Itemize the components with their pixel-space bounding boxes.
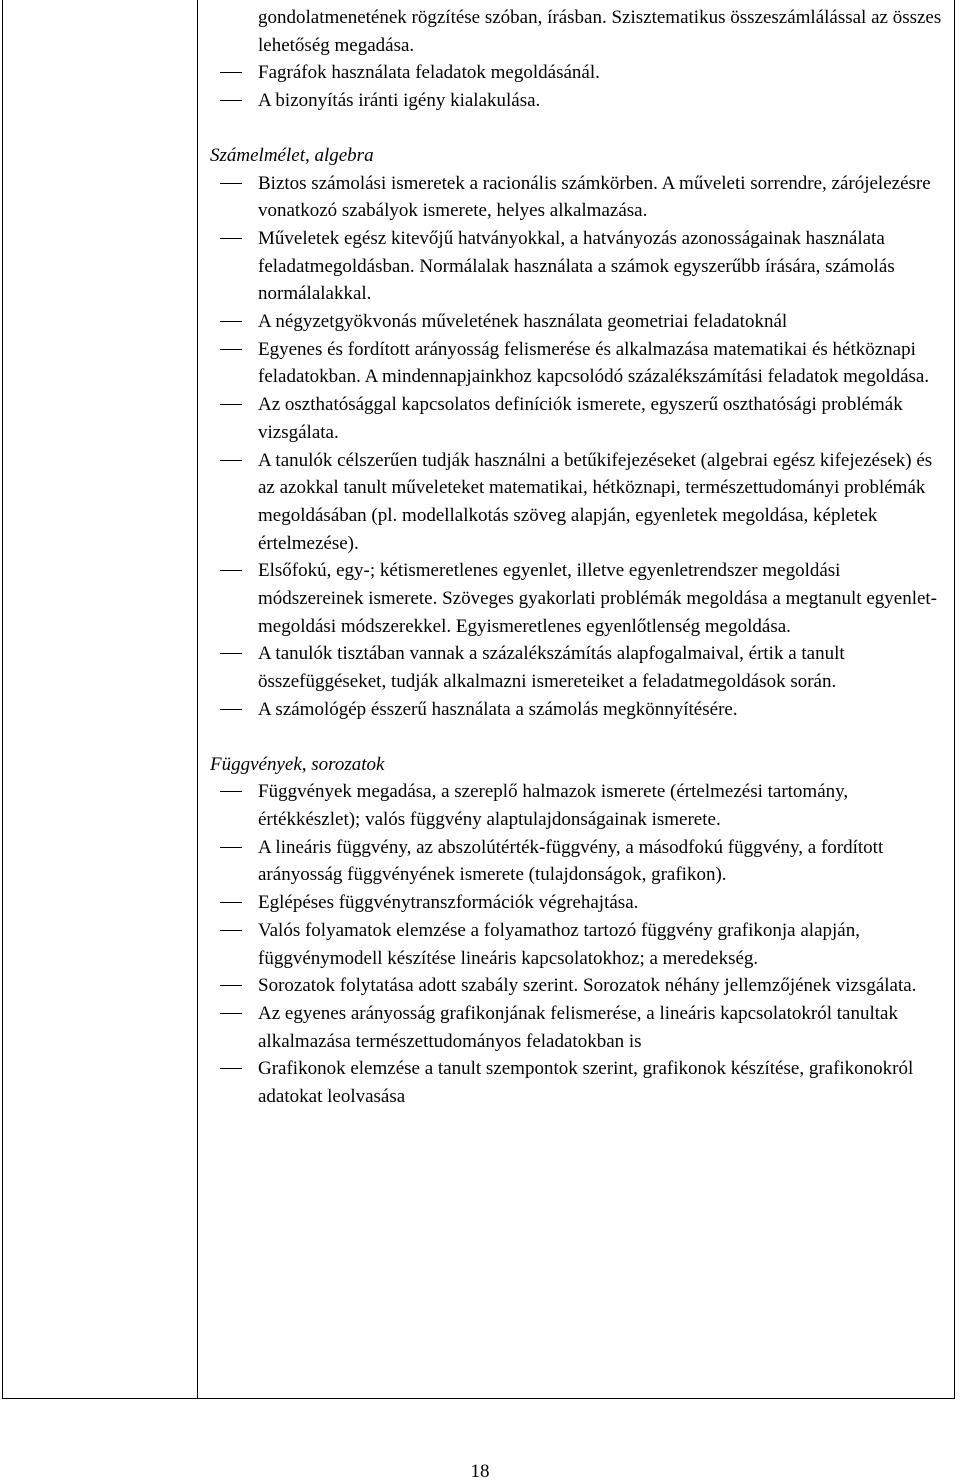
page-number: 18 [470, 1461, 490, 1482]
content-cell [210, 4, 945, 1111]
list-item-text: A négyzetgyökvonás műveletének használata geometriai feladatoknál [258, 311, 788, 333]
list-item [210, 170, 945, 225]
list-item-text: A tanulók tisztában vannak a százalékszámítás alapfogalmaival, értik a tanult összefüggéseket, tudják alkalmazni ismereteiket a feladatmegoldások során. [258, 643, 845, 693]
list-item [210, 87, 945, 115]
list-item-text: Műveletek egész kitevőjű hatványokkal, a hatványozás azonosságainak használata feladatmegoldásban. Normálalak használata a számok egyszerűbb írására, számolás normálalakkal. [258, 227, 895, 305]
list-item [210, 778, 945, 833]
list-item [210, 308, 945, 336]
dash-bullet-icon [220, 985, 242, 986]
list-item [210, 917, 945, 972]
dash-bullet-icon [220, 902, 242, 903]
dash-bullet-icon [220, 653, 242, 654]
list-item [210, 59, 945, 87]
dash-bullet-icon [220, 238, 242, 239]
list-item-text: Biztos számolási ismeretek a racionális számkörben. A műveleti sorrendre, zárójelezésre vonatkozó szabályok ismerete, helyes alkalmazása. [258, 172, 931, 222]
list-item [210, 972, 945, 1000]
dash-bullet-icon [220, 460, 242, 461]
dash-bullet-icon [220, 791, 242, 792]
list-item [210, 889, 945, 917]
dash-bullet-icon [220, 930, 242, 931]
list-item-text: gondolatmenetének rögzítése szóban, írásban. Szisztematikus összeszámlálással az összes lehetőség megadása. [258, 7, 942, 56]
spacer [210, 724, 945, 751]
list-item-text: Fagráfok használata feladatok megoldásánál. [258, 62, 600, 84]
list-item-text: Az oszthatósággal kapcsolatos definíciók ismerete, egyszerű oszthatósági problémák vizsgálata. [258, 394, 903, 443]
list-item-text: A számológép ésszerű használata a számolás megkönnyítésére. [258, 698, 738, 720]
section-heading: Számelmélet, algebra [210, 144, 374, 166]
list-item-text: Valós folyamatok elemzése a folyamathoz tartozó függvény grafikonja alapján, függvénymodell készítése lineáris kapcsolatokhoz; a meredekség. [258, 919, 860, 969]
list-item [210, 696, 945, 724]
dash-bullet-icon [220, 404, 242, 405]
dash-bullet-icon [220, 72, 242, 73]
list-item-text: Grafikonok elemzése a tanult szempontok szerint, grafikonok készítése, grafikonokról adatokat leolvasása [258, 1058, 914, 1108]
continued-list-item [210, 4, 945, 59]
column-divider [197, 0, 198, 1399]
section-heading: Függvények, sorozatok [210, 753, 385, 775]
list-item-text: A tanulók célszerűen tudják használni a betűkifejezéseket (algebrai egész kifejezések) és az azokkal tanult műveleteket matematikai, hétköznapi, természettudományi problémák megoldásában (pl. modellalkotás szöveg alapján, egyenletek megoldása, képletek értelmezése). [258, 449, 933, 554]
list-item-text: Eglépéses függvénytranszformációk végrehajtása. [258, 892, 639, 914]
list-item-text: Függvények megadása, a szereplő halmazok ismerete (értelmezési tartomány, értékkészlet); valós függvény alaptulajdonságainak ismerete. [258, 781, 849, 830]
dash-bullet-icon [220, 709, 242, 710]
list-item-text: Elsőfokú, egy-; kétismeretlenes egyenlet, illetve egyenletrendszer megoldási módszereinek ismerete. Szöveges gyakorlati problémák megoldása a megtanult egyenlet-megoldási módszerekkel. Egyismeretlenes egyenlőtlenség megoldása. [258, 560, 938, 637]
dash-bullet-icon [220, 100, 242, 101]
list-item [210, 336, 945, 391]
list-item-text: Egyenes és fordított arányosság felismerése és alkalmazása matematikai és hétköznapi feladatokban. A mindennapjainkhoz kapcsolódó százalékszámítási feladatok megoldása. [258, 338, 930, 388]
list-item [210, 640, 945, 695]
list-item-text: A lineáris függvény, az abszolútérték-függvény, a másodfokú függvény, a fordított arányosság függvényének ismerete (tulajdonságok, grafikon). [258, 836, 884, 886]
list-item-text: A bizonyítás iránti igény kialakulása. [258, 90, 541, 112]
dash-bullet-icon [220, 1013, 242, 1014]
list-item [210, 391, 945, 446]
list-item-text: Sorozatok folytatása adott szabály szerint. Sorozatok néhány jellemzőjének vizsgálata. [258, 975, 917, 997]
list-item [210, 225, 945, 308]
list-item [210, 834, 945, 889]
dash-bullet-icon [220, 847, 242, 848]
list-item [210, 557, 945, 640]
list-item [210, 1055, 945, 1110]
dash-bullet-icon [220, 349, 242, 350]
dash-bullet-icon [220, 321, 242, 322]
list-item-text: Az egyenes arányosság grafikonjának felismerése, a lineáris kapcsolatokról tanultak alkalmazása természettudományos feladatokban is [258, 1002, 898, 1052]
dash-bullet-icon [220, 183, 242, 184]
list-item [210, 1000, 945, 1055]
spacer [210, 115, 945, 142]
dash-bullet-icon [220, 1068, 242, 1069]
list-item [210, 447, 945, 558]
dash-bullet-icon [220, 570, 242, 571]
